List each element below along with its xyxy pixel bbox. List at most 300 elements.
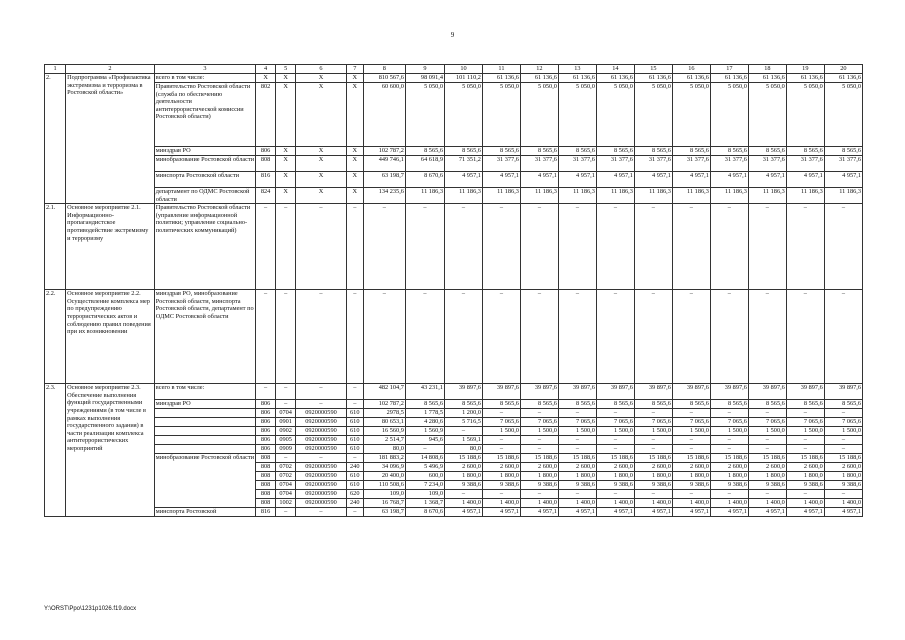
column-number-header: 9 bbox=[405, 65, 444, 74]
amount-cell: 8 565,6 bbox=[482, 400, 520, 409]
amount-cell: 31 377,6 bbox=[710, 156, 748, 172]
amount-cell: 15 188,6 bbox=[444, 454, 482, 463]
amount-cell: 2 600,0 bbox=[634, 463, 672, 472]
amount-cell: – bbox=[558, 445, 596, 454]
amount-cell: 8 565,6 bbox=[786, 400, 824, 409]
amount-cell: 63 198,7 bbox=[363, 508, 405, 517]
amount-cell: 5 050,0 bbox=[748, 83, 786, 147]
amount-cell: 5 050,0 bbox=[558, 83, 596, 147]
column-number-header: 3 bbox=[154, 65, 255, 74]
table-cell: 0920000590 bbox=[296, 499, 347, 508]
amount-cell: 1 400,0 bbox=[824, 499, 862, 508]
amount-cell: 80,0 bbox=[444, 445, 482, 454]
table-row bbox=[45, 508, 863, 517]
amount-cell: – bbox=[520, 490, 558, 499]
table-cell: 1002 bbox=[276, 499, 296, 508]
amount-cell: 7 065,6 bbox=[786, 418, 824, 427]
amount-cell: 7 065,6 bbox=[748, 418, 786, 427]
amount-cell: 11 186,3 bbox=[444, 188, 482, 204]
amount-cell: 31 377,6 bbox=[634, 156, 672, 172]
amount-cell: 8 565,6 bbox=[596, 400, 634, 409]
amount-cell: 2 600,0 bbox=[520, 463, 558, 472]
amount-cell: 39 897,6 bbox=[634, 384, 672, 400]
amount-cell: 11 186,3 bbox=[672, 188, 710, 204]
amount-cell: – bbox=[710, 445, 748, 454]
table-cell: Основное мероприятие 2.1. Информационно-пропагандистское противодействие экстремизму и терроризму bbox=[66, 204, 155, 290]
amount-cell: 4 957,1 bbox=[672, 172, 710, 188]
amount-cell: 1 400,0 bbox=[786, 499, 824, 508]
table-cell: – bbox=[296, 400, 347, 409]
table-cell: – bbox=[346, 454, 363, 463]
amount-cell: 8 565,6 bbox=[596, 147, 634, 156]
amount-cell: 39 897,6 bbox=[786, 384, 824, 400]
amount-cell: 4 957,1 bbox=[520, 508, 558, 517]
amount-cell: – bbox=[672, 490, 710, 499]
amount-cell: 39 897,6 bbox=[710, 384, 748, 400]
amount-cell: 11 186,3 bbox=[824, 188, 862, 204]
amount-cell: 7 065,6 bbox=[482, 418, 520, 427]
amount-cell: 1 800,0 bbox=[824, 472, 862, 481]
table-cell: – bbox=[520, 204, 558, 290]
table-cell: 808 bbox=[256, 463, 276, 472]
header-row bbox=[45, 65, 863, 74]
table-cell: – bbox=[276, 454, 296, 463]
table-cell: 0909 bbox=[276, 445, 296, 454]
table-row bbox=[45, 188, 863, 204]
amount-cell: – bbox=[672, 436, 710, 445]
amount-cell: 60 600,0 bbox=[363, 83, 405, 147]
amount-cell: – bbox=[786, 445, 824, 454]
amount-cell: 34 096,9 bbox=[363, 463, 405, 472]
amount-cell: – bbox=[634, 490, 672, 499]
footer-file-path: Y:\ORST\Ppo\1231p1026.f19.docx bbox=[44, 606, 137, 612]
table-cell: 808 bbox=[256, 472, 276, 481]
amount-cell: – bbox=[710, 490, 748, 499]
amount-cell: – bbox=[558, 409, 596, 418]
table-cell: – bbox=[296, 508, 347, 517]
table-cell: Основное мероприятие 2.2. Осуществление комплекса мер по предупреждению террористических актов и соблюдению правил поведения при их возникновении bbox=[66, 290, 155, 384]
table-cell: 0702 bbox=[276, 472, 296, 481]
amount-cell: 31 377,6 bbox=[824, 156, 862, 172]
column-number-header: 14 bbox=[596, 65, 634, 74]
amount-cell: 8 565,6 bbox=[634, 147, 672, 156]
table-cell: – bbox=[363, 290, 405, 384]
table-cell: 2.1. bbox=[45, 204, 66, 290]
amount-cell: 1 569,1 bbox=[444, 436, 482, 445]
column-number-header: 18 bbox=[748, 65, 786, 74]
amount-cell: 98 091,4 bbox=[405, 74, 444, 83]
amount-cell: 1 400,0 bbox=[444, 499, 482, 508]
table-cell: – bbox=[672, 290, 710, 384]
table-row bbox=[45, 83, 863, 147]
amount-cell: 1 800,0 bbox=[520, 472, 558, 481]
table-cell: – bbox=[363, 204, 405, 290]
amount-cell: 8 565,6 bbox=[824, 400, 862, 409]
table-cell: – bbox=[596, 204, 634, 290]
amount-cell: 9 388,6 bbox=[672, 481, 710, 490]
amount-cell: 4 957,1 bbox=[786, 172, 824, 188]
amount-cell: 61 136,6 bbox=[672, 74, 710, 83]
amount-cell: 7 065,6 bbox=[634, 418, 672, 427]
table-cell: минздрав РО bbox=[154, 400, 255, 409]
table-cell: Х bbox=[276, 83, 296, 147]
amount-cell: 2 600,0 bbox=[786, 463, 824, 472]
amount-cell: 1 800,0 bbox=[786, 472, 824, 481]
amount-cell: 11 186,3 bbox=[748, 188, 786, 204]
amount-cell: 102 787,2 bbox=[363, 400, 405, 409]
amount-cell: 8 565,6 bbox=[558, 400, 596, 409]
amount-cell: – bbox=[444, 490, 482, 499]
amount-cell: 1 500,0 bbox=[482, 427, 520, 436]
amount-cell: 1 500,0 bbox=[596, 427, 634, 436]
table-cell: – bbox=[296, 204, 347, 290]
table-cell: – bbox=[296, 384, 347, 400]
amount-cell: 7 065,6 bbox=[672, 418, 710, 427]
amount-cell: 11 186,3 bbox=[596, 188, 634, 204]
amount-cell: 7 065,6 bbox=[596, 418, 634, 427]
amount-cell: 9 388,6 bbox=[558, 481, 596, 490]
table-cell: 610 bbox=[346, 445, 363, 454]
column-number-header: 10 bbox=[444, 65, 482, 74]
column-number-header: 12 bbox=[520, 65, 558, 74]
amount-cell: 1 400,0 bbox=[710, 499, 748, 508]
table-cell: – bbox=[444, 290, 482, 384]
amount-cell: 101 110,2 bbox=[444, 74, 482, 83]
amount-cell: 39 897,6 bbox=[444, 384, 482, 400]
amount-cell: 8 565,6 bbox=[824, 147, 862, 156]
table-cell: 0920000590 bbox=[296, 427, 347, 436]
table-cell: – bbox=[482, 290, 520, 384]
table-cell: Х bbox=[346, 172, 363, 188]
table-cell: Х bbox=[256, 74, 276, 83]
amount-cell: – bbox=[482, 409, 520, 418]
table-cell: 610 bbox=[346, 409, 363, 418]
amount-cell: 2 600,0 bbox=[482, 463, 520, 472]
amount-cell: 102 787,2 bbox=[363, 147, 405, 156]
amount-cell: 8 565,6 bbox=[748, 147, 786, 156]
table-row bbox=[45, 409, 863, 418]
table-cell: минспорта Ростовской области bbox=[154, 172, 255, 188]
amount-cell: 31 377,6 bbox=[786, 156, 824, 172]
table-cell: 806 bbox=[256, 400, 276, 409]
amount-cell: 4 957,1 bbox=[444, 172, 482, 188]
table-cell: – bbox=[672, 204, 710, 290]
amount-cell: 4 957,1 bbox=[710, 508, 748, 517]
amount-cell: 1 800,0 bbox=[482, 472, 520, 481]
table-cell: 0704 bbox=[276, 409, 296, 418]
table-cell: – bbox=[482, 204, 520, 290]
amount-cell: 11 186,3 bbox=[520, 188, 558, 204]
amount-cell: 1 778,5 bbox=[405, 409, 444, 418]
amount-cell: 1 400,0 bbox=[482, 499, 520, 508]
table-cell: 2.2. bbox=[45, 290, 66, 384]
amount-cell: 1 800,0 bbox=[634, 472, 672, 481]
amount-cell: – bbox=[520, 445, 558, 454]
amount-cell: 4 957,1 bbox=[748, 172, 786, 188]
amount-cell: 7 065,6 bbox=[824, 418, 862, 427]
amount-cell: 945,6 bbox=[405, 436, 444, 445]
amount-cell: 1 800,0 bbox=[748, 472, 786, 481]
amount-cell: 8 565,6 bbox=[520, 400, 558, 409]
table-cell: Х bbox=[346, 188, 363, 204]
table-row bbox=[45, 74, 863, 83]
amount-cell: 2 600,0 bbox=[748, 463, 786, 472]
amount-cell: 2 600,0 bbox=[710, 463, 748, 472]
table-cell: Х bbox=[296, 188, 347, 204]
amount-cell: 4 957,1 bbox=[672, 508, 710, 517]
table-cell: – bbox=[346, 290, 363, 384]
table-row bbox=[45, 147, 863, 156]
column-number-header: 15 bbox=[634, 65, 672, 74]
amount-cell: 8 565,6 bbox=[444, 147, 482, 156]
amount-cell: 110 508,6 bbox=[363, 481, 405, 490]
amount-cell: 15 188,6 bbox=[748, 454, 786, 463]
amount-cell: 482 104,7 bbox=[363, 384, 405, 400]
amount-cell: 31 377,6 bbox=[596, 156, 634, 172]
amount-cell: – bbox=[405, 445, 444, 454]
amount-cell: 9 388,6 bbox=[520, 481, 558, 490]
table-row bbox=[45, 156, 863, 172]
amount-cell: 4 957,1 bbox=[634, 508, 672, 517]
column-number-header: 5 bbox=[276, 65, 296, 74]
amount-cell: – bbox=[786, 490, 824, 499]
amount-cell: – bbox=[634, 436, 672, 445]
amount-cell: 5 050,0 bbox=[482, 83, 520, 147]
table-cell: – bbox=[824, 204, 862, 290]
amount-cell: 9 388,6 bbox=[634, 481, 672, 490]
amount-cell: 5 050,0 bbox=[786, 83, 824, 147]
amount-cell: – bbox=[520, 436, 558, 445]
amount-cell: 8 565,6 bbox=[710, 147, 748, 156]
amount-cell: – bbox=[748, 436, 786, 445]
column-number-header: 13 bbox=[558, 65, 596, 74]
amount-cell: 39 897,6 bbox=[482, 384, 520, 400]
amount-cell: 15 188,6 bbox=[558, 454, 596, 463]
amount-cell: 5 716,5 bbox=[444, 418, 482, 427]
table-cell: 816 bbox=[256, 172, 276, 188]
amount-cell: 39 897,6 bbox=[824, 384, 862, 400]
amount-cell: 4 957,1 bbox=[634, 172, 672, 188]
column-number-header: 7 bbox=[346, 65, 363, 74]
amount-cell: 4 957,1 bbox=[824, 508, 862, 517]
amount-cell: – bbox=[558, 436, 596, 445]
amount-cell: 8 565,6 bbox=[482, 147, 520, 156]
page-number: 9 bbox=[450, 31, 455, 39]
amount-cell: – bbox=[444, 427, 482, 436]
table-cell: 806 bbox=[256, 445, 276, 454]
table-cell: Правительство Ростовской области (управление информационной политики; управление социально-политических коммуникаций) bbox=[154, 204, 255, 290]
amount-cell: – bbox=[596, 436, 634, 445]
table-row bbox=[45, 445, 863, 454]
amount-cell: – bbox=[786, 409, 824, 418]
table-cell bbox=[154, 436, 255, 445]
table-cell: – bbox=[346, 400, 363, 409]
amount-cell: 2978,5 bbox=[363, 409, 405, 418]
column-number-header: 1 bbox=[45, 65, 66, 74]
amount-cell: 1 800,0 bbox=[558, 472, 596, 481]
amount-cell: 4 957,1 bbox=[596, 508, 634, 517]
table-cell: – bbox=[276, 400, 296, 409]
amount-cell: 39 897,6 bbox=[748, 384, 786, 400]
table-cell: 0920000590 bbox=[296, 481, 347, 490]
amount-cell: 109,0 bbox=[363, 490, 405, 499]
table-cell: – bbox=[346, 508, 363, 517]
table-cell: всего в том числе: bbox=[154, 74, 255, 83]
table-row bbox=[45, 418, 863, 427]
table-cell: минздрав РО, минобразование Ростовской области, минспорта Ростовской области, департамент по ОДМС Ростовской области bbox=[154, 290, 255, 384]
amount-cell: 61 136,6 bbox=[786, 74, 824, 83]
table-cell: 2. bbox=[45, 74, 66, 204]
table-cell: 0702 bbox=[276, 463, 296, 472]
amount-cell: 1 500,0 bbox=[558, 427, 596, 436]
table-cell: 0920000590 bbox=[296, 409, 347, 418]
table-row bbox=[45, 172, 863, 188]
amount-cell: 7 065,6 bbox=[710, 418, 748, 427]
amount-cell: 2 600,0 bbox=[672, 463, 710, 472]
amount-cell: 1 500,0 bbox=[824, 427, 862, 436]
table-cell: Х bbox=[276, 172, 296, 188]
amount-cell: – bbox=[482, 445, 520, 454]
amount-cell: 61 136,6 bbox=[710, 74, 748, 83]
amount-cell: 8 565,6 bbox=[748, 400, 786, 409]
amount-cell: 2 600,0 bbox=[558, 463, 596, 472]
table-row bbox=[45, 290, 863, 384]
amount-cell: 1 560,9 bbox=[405, 427, 444, 436]
amount-cell: 39 897,6 bbox=[672, 384, 710, 400]
amount-cell: 1 500,0 bbox=[710, 427, 748, 436]
amount-cell: 61 136,6 bbox=[520, 74, 558, 83]
amount-cell: 31 377,6 bbox=[520, 156, 558, 172]
amount-cell: 8 565,6 bbox=[405, 147, 444, 156]
amount-cell: – bbox=[748, 445, 786, 454]
table-cell: Х bbox=[276, 74, 296, 83]
amount-cell: 16 560,9 bbox=[363, 427, 405, 436]
amount-cell: 80,0 bbox=[363, 445, 405, 454]
table-cell: 610 bbox=[346, 427, 363, 436]
amount-cell: 15 188,6 bbox=[634, 454, 672, 463]
amount-cell: 7 065,6 bbox=[558, 418, 596, 427]
amount-cell: 8 565,6 bbox=[672, 400, 710, 409]
table-cell: – bbox=[296, 454, 347, 463]
table-cell bbox=[154, 418, 255, 427]
table-cell: 808 bbox=[256, 499, 276, 508]
amount-cell: – bbox=[482, 490, 520, 499]
table-cell: 610 bbox=[346, 436, 363, 445]
table-cell: Х bbox=[276, 188, 296, 204]
column-number-header: 17 bbox=[710, 65, 748, 74]
amount-cell: 39 897,6 bbox=[520, 384, 558, 400]
table-cell: минобразование Ростовской области bbox=[154, 156, 255, 172]
table-row bbox=[45, 454, 863, 463]
amount-cell: 11 186,3 bbox=[634, 188, 672, 204]
column-number-header: 4 bbox=[256, 65, 276, 74]
table-cell: Х bbox=[346, 74, 363, 83]
amount-cell: – bbox=[520, 409, 558, 418]
table-cell: 808 bbox=[256, 481, 276, 490]
table-cell: 240 bbox=[346, 463, 363, 472]
table-cell: 610 bbox=[346, 472, 363, 481]
table-cell: Х bbox=[346, 83, 363, 147]
table-cell bbox=[154, 445, 255, 454]
table-cell: – bbox=[748, 290, 786, 384]
table-cell: – bbox=[346, 384, 363, 400]
amount-cell: 134 235,6 bbox=[363, 188, 405, 204]
table-cell: 806 bbox=[256, 436, 276, 445]
table-cell bbox=[154, 409, 255, 418]
amount-cell: 15 188,6 bbox=[672, 454, 710, 463]
amount-cell: 9 388,6 bbox=[596, 481, 634, 490]
amount-cell: 5 050,0 bbox=[672, 83, 710, 147]
amount-cell: 9 388,6 bbox=[748, 481, 786, 490]
amount-cell: 4 957,1 bbox=[786, 508, 824, 517]
amount-cell: 61 136,6 bbox=[482, 74, 520, 83]
amount-cell: 5 050,0 bbox=[824, 83, 862, 147]
amount-cell: 8 670,6 bbox=[405, 172, 444, 188]
amount-cell: 8 565,6 bbox=[672, 147, 710, 156]
amount-cell: 9 388,6 bbox=[444, 481, 482, 490]
amount-cell: – bbox=[596, 409, 634, 418]
amount-cell: – bbox=[634, 409, 672, 418]
table-cell: 806 bbox=[256, 409, 276, 418]
amount-cell: 1 400,0 bbox=[596, 499, 634, 508]
amount-cell: – bbox=[824, 490, 862, 499]
table-row bbox=[45, 427, 863, 436]
amount-cell: 71 351,2 bbox=[444, 156, 482, 172]
amount-cell: – bbox=[748, 409, 786, 418]
amount-cell: 4 957,1 bbox=[482, 172, 520, 188]
amount-cell: 5 050,0 bbox=[710, 83, 748, 147]
amount-cell: 43 231,1 bbox=[405, 384, 444, 400]
table-cell: 0920000590 bbox=[296, 472, 347, 481]
amount-cell: 1 400,0 bbox=[558, 499, 596, 508]
table-cell: – bbox=[296, 290, 347, 384]
table-cell: – bbox=[710, 290, 748, 384]
amount-cell: – bbox=[710, 436, 748, 445]
table-cell: 816 bbox=[256, 508, 276, 517]
amount-cell: 7 234,0 bbox=[405, 481, 444, 490]
amount-cell: 9 388,6 bbox=[710, 481, 748, 490]
table-cell: 0902 bbox=[276, 427, 296, 436]
amount-cell: 5 050,0 bbox=[520, 83, 558, 147]
table-cell: 240 bbox=[346, 499, 363, 508]
amount-cell: 80 653,1 bbox=[363, 418, 405, 427]
amount-cell: 1 800,0 bbox=[444, 472, 482, 481]
amount-cell: 9 388,6 bbox=[824, 481, 862, 490]
table-cell: 806 bbox=[256, 418, 276, 427]
amount-cell: 11 186,3 bbox=[405, 188, 444, 204]
amount-cell: 810 567,6 bbox=[363, 74, 405, 83]
amount-cell: 4 957,1 bbox=[482, 508, 520, 517]
table-cell: – bbox=[786, 204, 824, 290]
amount-cell: 31 377,6 bbox=[748, 156, 786, 172]
amount-cell: 5 050,0 bbox=[405, 83, 444, 147]
amount-cell: 15 188,6 bbox=[786, 454, 824, 463]
amount-cell: 2 600,0 bbox=[444, 463, 482, 472]
amount-cell: 31 377,6 bbox=[672, 156, 710, 172]
amount-cell: – bbox=[824, 445, 862, 454]
amount-cell: 15 188,6 bbox=[482, 454, 520, 463]
amount-cell: – bbox=[786, 436, 824, 445]
amount-cell: 2 514,7 bbox=[363, 436, 405, 445]
table-cell: 0920000590 bbox=[296, 463, 347, 472]
table-cell: Х bbox=[346, 147, 363, 156]
table-cell: 0920000590 bbox=[296, 436, 347, 445]
table-cell: – bbox=[596, 290, 634, 384]
table-cell: – bbox=[444, 204, 482, 290]
amount-cell: 15 188,6 bbox=[520, 454, 558, 463]
table-cell: 808 bbox=[256, 454, 276, 463]
table-cell: 808 bbox=[256, 490, 276, 499]
